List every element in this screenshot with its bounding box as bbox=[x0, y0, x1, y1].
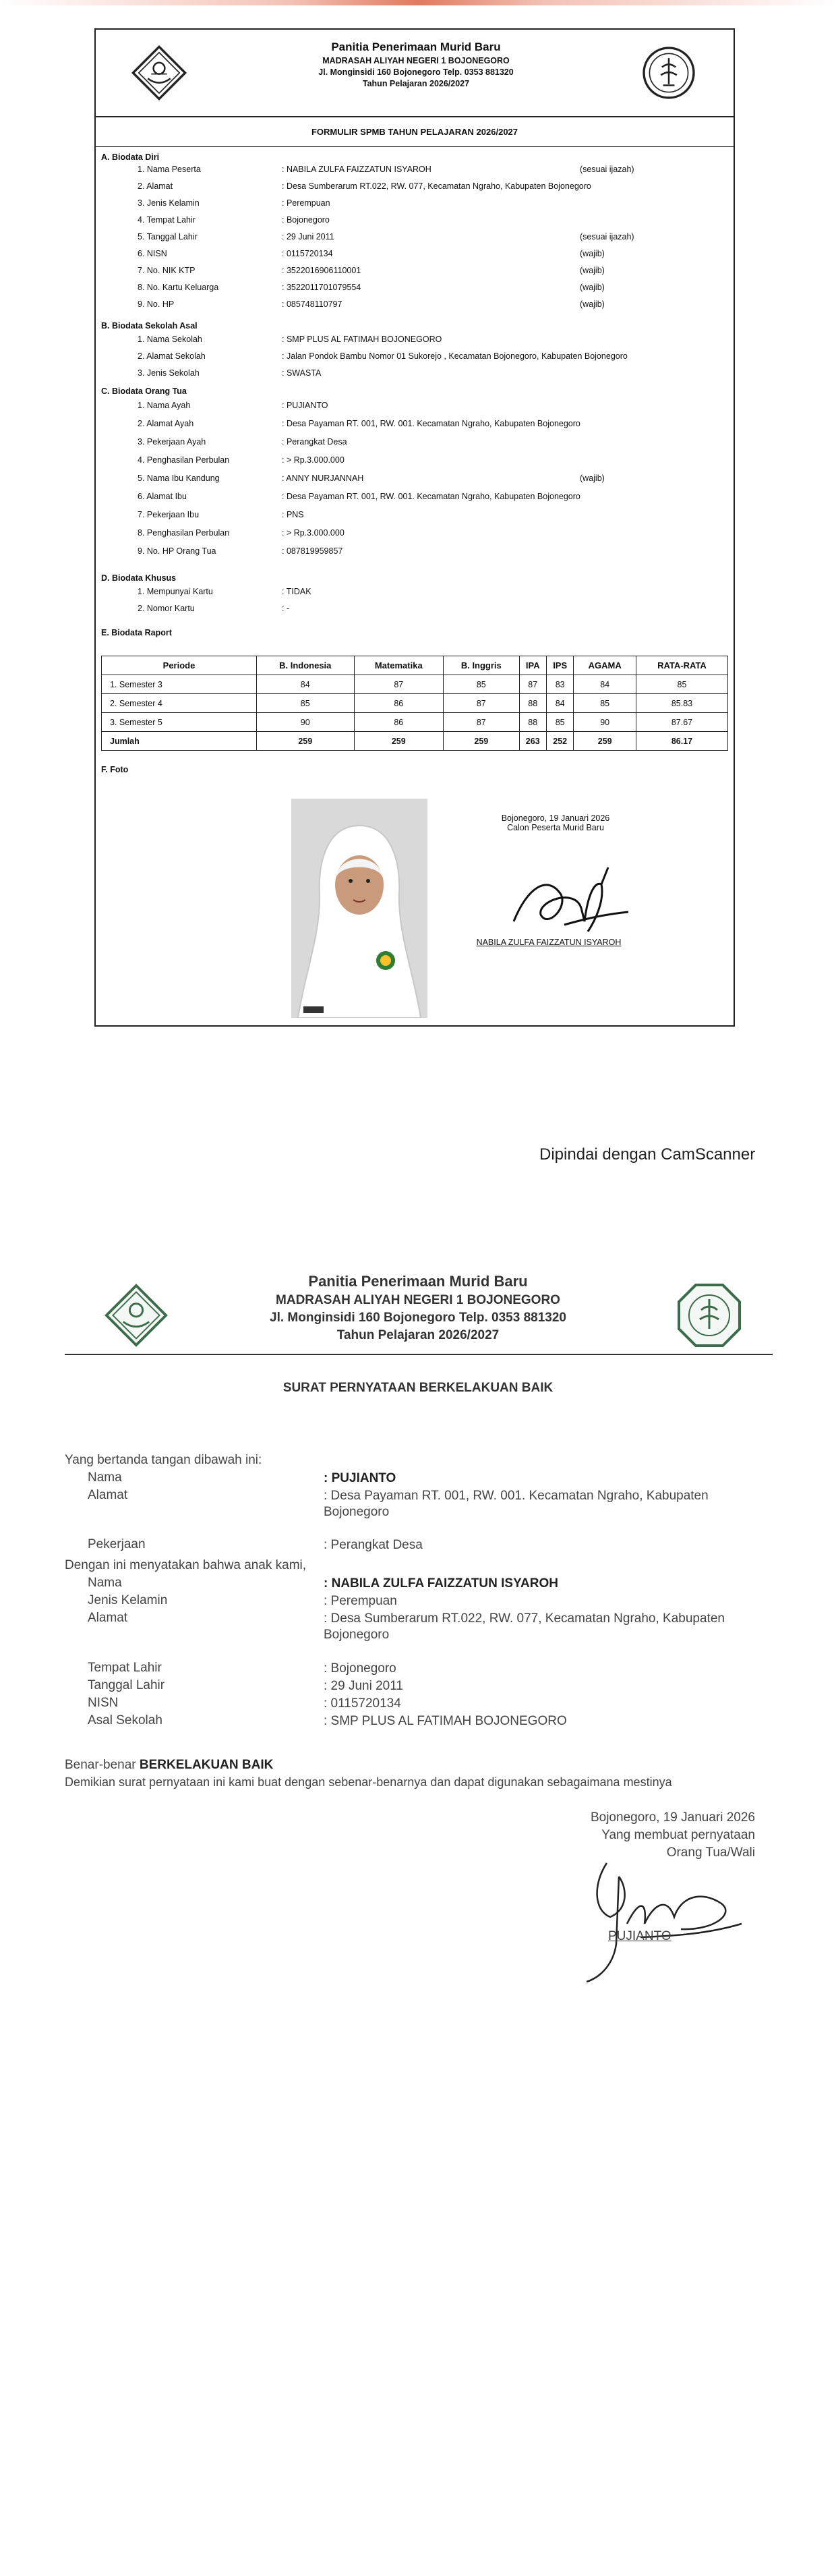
raport-cell: 1. Semester 3 bbox=[102, 675, 257, 694]
letter-parent-label: Nama bbox=[88, 1470, 122, 1485]
ministry-logo-icon bbox=[131, 45, 187, 101]
parent-label: 5. Nama Ibu Kandung bbox=[138, 474, 220, 483]
section-f-heading: F. Foto bbox=[101, 765, 129, 774]
letter-parent-value: : Desa Payaman RT. 001, RW. 001. Kecamatan Ngraho, Kabupaten Bojonegoro bbox=[324, 1489, 709, 1519]
biodata-value: : Bojonegoro bbox=[282, 215, 330, 225]
student-sign-name: NABILA ZULFA FAIZZATUN ISYAROH bbox=[476, 938, 622, 947]
raport-cell: 84 bbox=[257, 675, 355, 694]
letter-title: SURAT PERNYATAAN BERKELAKUAN BAIK bbox=[282, 1381, 554, 1395]
raport-cell: 90 bbox=[574, 713, 636, 732]
raport-total-cell: 259 bbox=[354, 732, 444, 751]
parent-label: 4. Penghasilan Perbulan bbox=[138, 455, 230, 465]
raport-total-row bbox=[102, 732, 728, 751]
biodata-label: 4. Tempat Lahir bbox=[138, 215, 196, 225]
raport-cell: 84 bbox=[574, 675, 636, 694]
parent-label: 7. Pekerjaan Ibu bbox=[138, 510, 200, 519]
biodata-label: 3. Jenis Kelamin bbox=[138, 198, 200, 208]
raport-cell: 88 bbox=[519, 713, 546, 732]
letter-closing: Demikian surat pernyataan ini kami buat dengan sebenar-benarnya dan dapat digunakan sebagaimana mestinya bbox=[65, 1775, 672, 1789]
parent-label: 8. Penghasilan Perbulan bbox=[138, 528, 230, 538]
raport-total-cell: 263 bbox=[519, 732, 546, 751]
student-sign-role: Calon Peserta Murid Baru bbox=[507, 823, 604, 832]
parent-value: : 087819959857 bbox=[282, 546, 343, 556]
letter-parent-value: : PUJIANTO bbox=[324, 1471, 396, 1485]
letter-header-text bbox=[202, 1273, 634, 1343]
raport-row bbox=[102, 694, 728, 713]
letter-parent-label: Pekerjaan bbox=[88, 1537, 146, 1551]
letter-child-label: Jenis Kelamin bbox=[88, 1593, 168, 1607]
biodata-row bbox=[101, 215, 728, 227]
parent-label: 2. Alamat Ayah bbox=[138, 419, 194, 428]
section-a-heading: A. Biodata Diri bbox=[101, 152, 160, 162]
raport-header-cell: RATA-RATA bbox=[636, 656, 727, 675]
school-label: 3. Jenis Sekolah bbox=[138, 368, 200, 378]
form-header-text bbox=[231, 40, 601, 88]
biodata-label: 6. NISN bbox=[138, 249, 167, 258]
camscanner-watermark: Dipindai dengan CamScanner bbox=[539, 1145, 756, 1164]
raport-total-cell: 259 bbox=[574, 732, 636, 751]
biodata-note: (sesuai ijazah) bbox=[580, 232, 634, 241]
raport-header-cell: B. Inggris bbox=[444, 656, 520, 675]
raport-header-cell: AGAMA bbox=[574, 656, 636, 675]
parent-value: : ANNY NURJANNAH bbox=[282, 474, 364, 483]
raport-header-cell: B. Indonesia bbox=[257, 656, 355, 675]
section-c-heading: C. Biodata Orang Tua bbox=[101, 387, 187, 396]
special-value: : - bbox=[282, 604, 290, 613]
parent-value: : Desa Payaman RT. 001, RW. 001. Kecamatan Ngraho, Kabupaten Bojonegoro bbox=[282, 419, 580, 428]
parent-row bbox=[101, 419, 728, 431]
biodata-note: (wajib) bbox=[580, 266, 605, 275]
parent-value: : > Rp.3.000.000 bbox=[282, 528, 345, 538]
letter-school-name: MADRASAH ALIYAH NEGERI 1 BOJONEGORO bbox=[276, 1293, 560, 1307]
raport-cell: 87.67 bbox=[636, 713, 727, 732]
raport-header-cell: IPA bbox=[519, 656, 546, 675]
biodata-row bbox=[101, 198, 728, 210]
biodata-row bbox=[101, 283, 728, 295]
raport-cell: 88 bbox=[519, 694, 546, 713]
raport-cell: 85 bbox=[574, 694, 636, 713]
biodata-row bbox=[101, 266, 728, 278]
biodata-row bbox=[101, 299, 728, 312]
biodata-note: (wajib) bbox=[580, 299, 605, 309]
raport-header-cell: Periode bbox=[102, 656, 257, 675]
letter-child-label: Alamat bbox=[88, 1611, 128, 1625]
raport-table bbox=[101, 656, 728, 751]
parent-row bbox=[101, 528, 728, 540]
raport-cell: 86 bbox=[354, 713, 444, 732]
raport-cell: 84 bbox=[546, 694, 574, 713]
school-value: : Jalan Pondok Bambu Nomor 01 Sukorejo , Kecamatan Bojonegoro, Kabupaten Bojonegoro bbox=[282, 351, 628, 361]
raport-total-cell: 86.17 bbox=[636, 732, 727, 751]
raport-total-cell: 259 bbox=[444, 732, 520, 751]
biodata-value: : 0115720134 bbox=[282, 249, 333, 258]
school-value: : SWASTA bbox=[282, 368, 322, 378]
school-row bbox=[101, 335, 728, 347]
form-header bbox=[96, 30, 734, 117]
biodata-note: (wajib) bbox=[580, 283, 605, 292]
parent-row bbox=[101, 401, 728, 413]
school-label: 1. Nama Sekolah bbox=[138, 335, 202, 344]
raport-total-cell: 252 bbox=[546, 732, 574, 751]
raport-cell: 85 bbox=[636, 675, 727, 694]
letter-child-value: : 0115720134 bbox=[324, 1696, 401, 1711]
raport-header-cell: Matematika bbox=[354, 656, 444, 675]
letter-school-logo-icon bbox=[676, 1282, 743, 1349]
scan-edge-strip bbox=[0, 0, 836, 5]
biodata-value: : 29 Juni 2011 bbox=[282, 232, 334, 241]
parent-row bbox=[101, 437, 728, 449]
biodata-row bbox=[101, 165, 728, 177]
raport-row bbox=[102, 713, 728, 732]
parent-value: : Perangkat Desa bbox=[282, 437, 347, 447]
raport-total-cell: 259 bbox=[257, 732, 355, 751]
biodata-value: : 3522016906110001 bbox=[282, 266, 361, 275]
school-value: : SMP PLUS AL FATIMAH BOJONEGORO bbox=[282, 335, 442, 344]
biodata-label: 9. No. HP bbox=[138, 299, 175, 309]
raport-cell: 87 bbox=[444, 694, 520, 713]
letter-good-conduct-line bbox=[65, 1758, 273, 1773]
biodata-label: 1. Nama Peserta bbox=[138, 165, 201, 174]
parent-label: 1. Nama Ayah bbox=[138, 401, 191, 410]
letter-parent-label: Alamat bbox=[88, 1488, 128, 1502]
biodata-value: : 3522011701079554 bbox=[282, 283, 361, 292]
letter-child-value: : Desa Sumberarum RT.022, RW. 077, Kecamatan Ngraho, Kabupaten Bojonegoro bbox=[324, 1611, 725, 1642]
raport-cell: 85 bbox=[546, 713, 574, 732]
biodata-row bbox=[101, 232, 728, 244]
parent-sign-line2: Orang Tua/Wali bbox=[666, 1845, 755, 1860]
raport-cell: 2. Semester 4 bbox=[102, 694, 257, 713]
letter-child-label: Tanggal Lahir bbox=[88, 1678, 165, 1692]
biodata-note: (sesuai ijazah) bbox=[580, 165, 634, 174]
special-row bbox=[101, 587, 728, 599]
student-signature-icon bbox=[500, 847, 635, 942]
parent-label: 3. Pekerjaan Ayah bbox=[138, 437, 206, 447]
parent-sign-line1: Yang membuat pernyataan bbox=[601, 1828, 755, 1842]
letter-school-year: Tahun Pelajaran 2026/2027 bbox=[336, 1328, 500, 1342]
biodata-value: : Perempuan bbox=[282, 198, 330, 208]
student-sign-date: Bojonegoro, 19 Januari 2026 bbox=[501, 813, 610, 823]
special-label: 2. Nomor Kartu bbox=[138, 604, 195, 613]
raport-cell: 85 bbox=[257, 694, 355, 713]
raport-cell: 85.83 bbox=[636, 694, 727, 713]
parent-sign-date: Bojonegoro, 19 Januari 2026 bbox=[590, 1810, 755, 1825]
letter-child-value: : SMP PLUS AL FATIMAH BOJONEGORO bbox=[324, 1714, 567, 1728]
letter-school-address: Jl. Monginsidi 160 Bojonegoro Telp. 0353 881320 bbox=[270, 1311, 566, 1325]
raport-cell: 90 bbox=[257, 713, 355, 732]
parent-value: : Desa Payaman RT. 001, RW. 001. Kecamatan Ngraho, Kabupaten Bojonegoro bbox=[282, 492, 580, 501]
raport-cell: 3. Semester 5 bbox=[102, 713, 257, 732]
parent-row bbox=[101, 474, 728, 486]
raport-cell: 87 bbox=[519, 675, 546, 694]
special-label: 1. Mempunyai Kartu bbox=[138, 587, 213, 596]
parent-signature-icon bbox=[580, 1850, 748, 1984]
committee-name: Panitia Penerimaan Murid Baru bbox=[331, 40, 501, 53]
school-address: Jl. Monginsidi 160 Bojonegoro Telp. 0353 881320 bbox=[318, 67, 514, 77]
letter-statement: Dengan ini menyatakan bahwa anak kami, bbox=[65, 1558, 307, 1572]
parent-note: (wajib) bbox=[580, 474, 605, 483]
biodata-row bbox=[101, 249, 728, 261]
biodata-value: : Desa Sumberarum RT.022, RW. 077, Kecamatan Ngraho, Kabupaten Bojonegoro bbox=[282, 181, 591, 191]
section-d-heading: D. Biodata Khusus bbox=[101, 573, 177, 583]
letter-header-rule bbox=[65, 1354, 773, 1355]
biodata-value: : 085748110797 bbox=[282, 299, 342, 309]
biodata-label: 5. Tanggal Lahir bbox=[138, 232, 198, 241]
registration-form bbox=[94, 28, 735, 1027]
special-value: : TIDAK bbox=[282, 587, 311, 596]
parent-sign-name: PUJIANTO bbox=[608, 1929, 671, 1943]
section-e-heading: E. Biodata Raport bbox=[101, 628, 172, 637]
parent-label: 9. No. HP Orang Tua bbox=[138, 546, 216, 556]
school-row bbox=[101, 368, 728, 380]
raport-total-cell: Jumlah bbox=[102, 732, 257, 751]
parent-value: : > Rp.3.000.000 bbox=[282, 455, 345, 465]
letter-ministry-logo-icon bbox=[104, 1283, 169, 1348]
parent-value: : PNS bbox=[282, 510, 304, 519]
student-portrait-icon bbox=[291, 799, 427, 1018]
parent-row bbox=[101, 510, 728, 522]
biodata-row bbox=[101, 181, 728, 194]
letter-intro: Yang bertanda tangan dibawah ini: bbox=[65, 1453, 262, 1467]
raport-cell: 85 bbox=[444, 675, 520, 694]
biodata-label: 8. No. Kartu Keluarga bbox=[138, 283, 219, 292]
biodata-label: 2. Alamat bbox=[138, 181, 173, 191]
raport-row bbox=[102, 675, 728, 694]
raport-header-cell: IPS bbox=[546, 656, 574, 675]
raport-cell: 87 bbox=[444, 713, 520, 732]
school-label: 2. Alamat Sekolah bbox=[138, 351, 206, 361]
school-logo-icon bbox=[640, 45, 697, 101]
school-year: Tahun Pelajaran 2026/2027 bbox=[362, 79, 470, 88]
raport-cell: 87 bbox=[354, 675, 444, 694]
letter-parent-value: : Perangkat Desa bbox=[324, 1538, 423, 1552]
student-photo bbox=[291, 799, 427, 1018]
parent-row bbox=[101, 546, 728, 559]
biodata-value: : NABILA ZULFA FAIZZATUN ISYAROH bbox=[282, 165, 431, 174]
parent-row bbox=[101, 492, 728, 504]
raport-cell: 86 bbox=[354, 694, 444, 713]
section-b-heading: B. Biodata Sekolah Asal bbox=[101, 321, 198, 331]
letter-child-value: : 29 Juni 2011 bbox=[324, 1679, 403, 1693]
raport-cell: 83 bbox=[546, 675, 574, 694]
parent-row bbox=[101, 455, 728, 467]
letter-good-prefix: Benar-benar bbox=[65, 1758, 140, 1772]
letter-child-label: Asal Sekolah bbox=[88, 1713, 162, 1727]
letter-child-value: : Bojonegoro bbox=[324, 1661, 396, 1676]
letter-child-label: Tempat Lahir bbox=[88, 1661, 162, 1675]
good-conduct-letter bbox=[0, 1182, 836, 2576]
student-sign-block bbox=[468, 813, 643, 832]
raport-header-row bbox=[102, 656, 728, 675]
school-row bbox=[101, 351, 728, 364]
letter-committee-name: Panitia Penerimaan Murid Baru bbox=[308, 1273, 528, 1290]
form-title: FORMULIR SPMB TAHUN PELAJARAN 2026/2027 bbox=[96, 117, 734, 147]
letter-child-value: : Perempuan bbox=[324, 1594, 397, 1608]
biodata-label: 7. No. NIK KTP bbox=[138, 266, 196, 275]
school-name: MADRASAH ALIYAH NEGERI 1 BOJONEGORO bbox=[322, 56, 510, 65]
letter-good-bold: BERKELAKUAN BAIK bbox=[139, 1758, 274, 1772]
biodata-note: (wajib) bbox=[580, 249, 605, 258]
parent-label: 6. Alamat Ibu bbox=[138, 492, 187, 501]
letter-child-label: NISN bbox=[88, 1696, 119, 1710]
letter-child-label: Nama bbox=[88, 1576, 122, 1590]
special-row bbox=[101, 604, 728, 616]
letter-child-value: : NABILA ZULFA FAIZZATUN ISYAROH bbox=[324, 1576, 558, 1591]
parent-value: : PUJIANTO bbox=[282, 401, 328, 410]
